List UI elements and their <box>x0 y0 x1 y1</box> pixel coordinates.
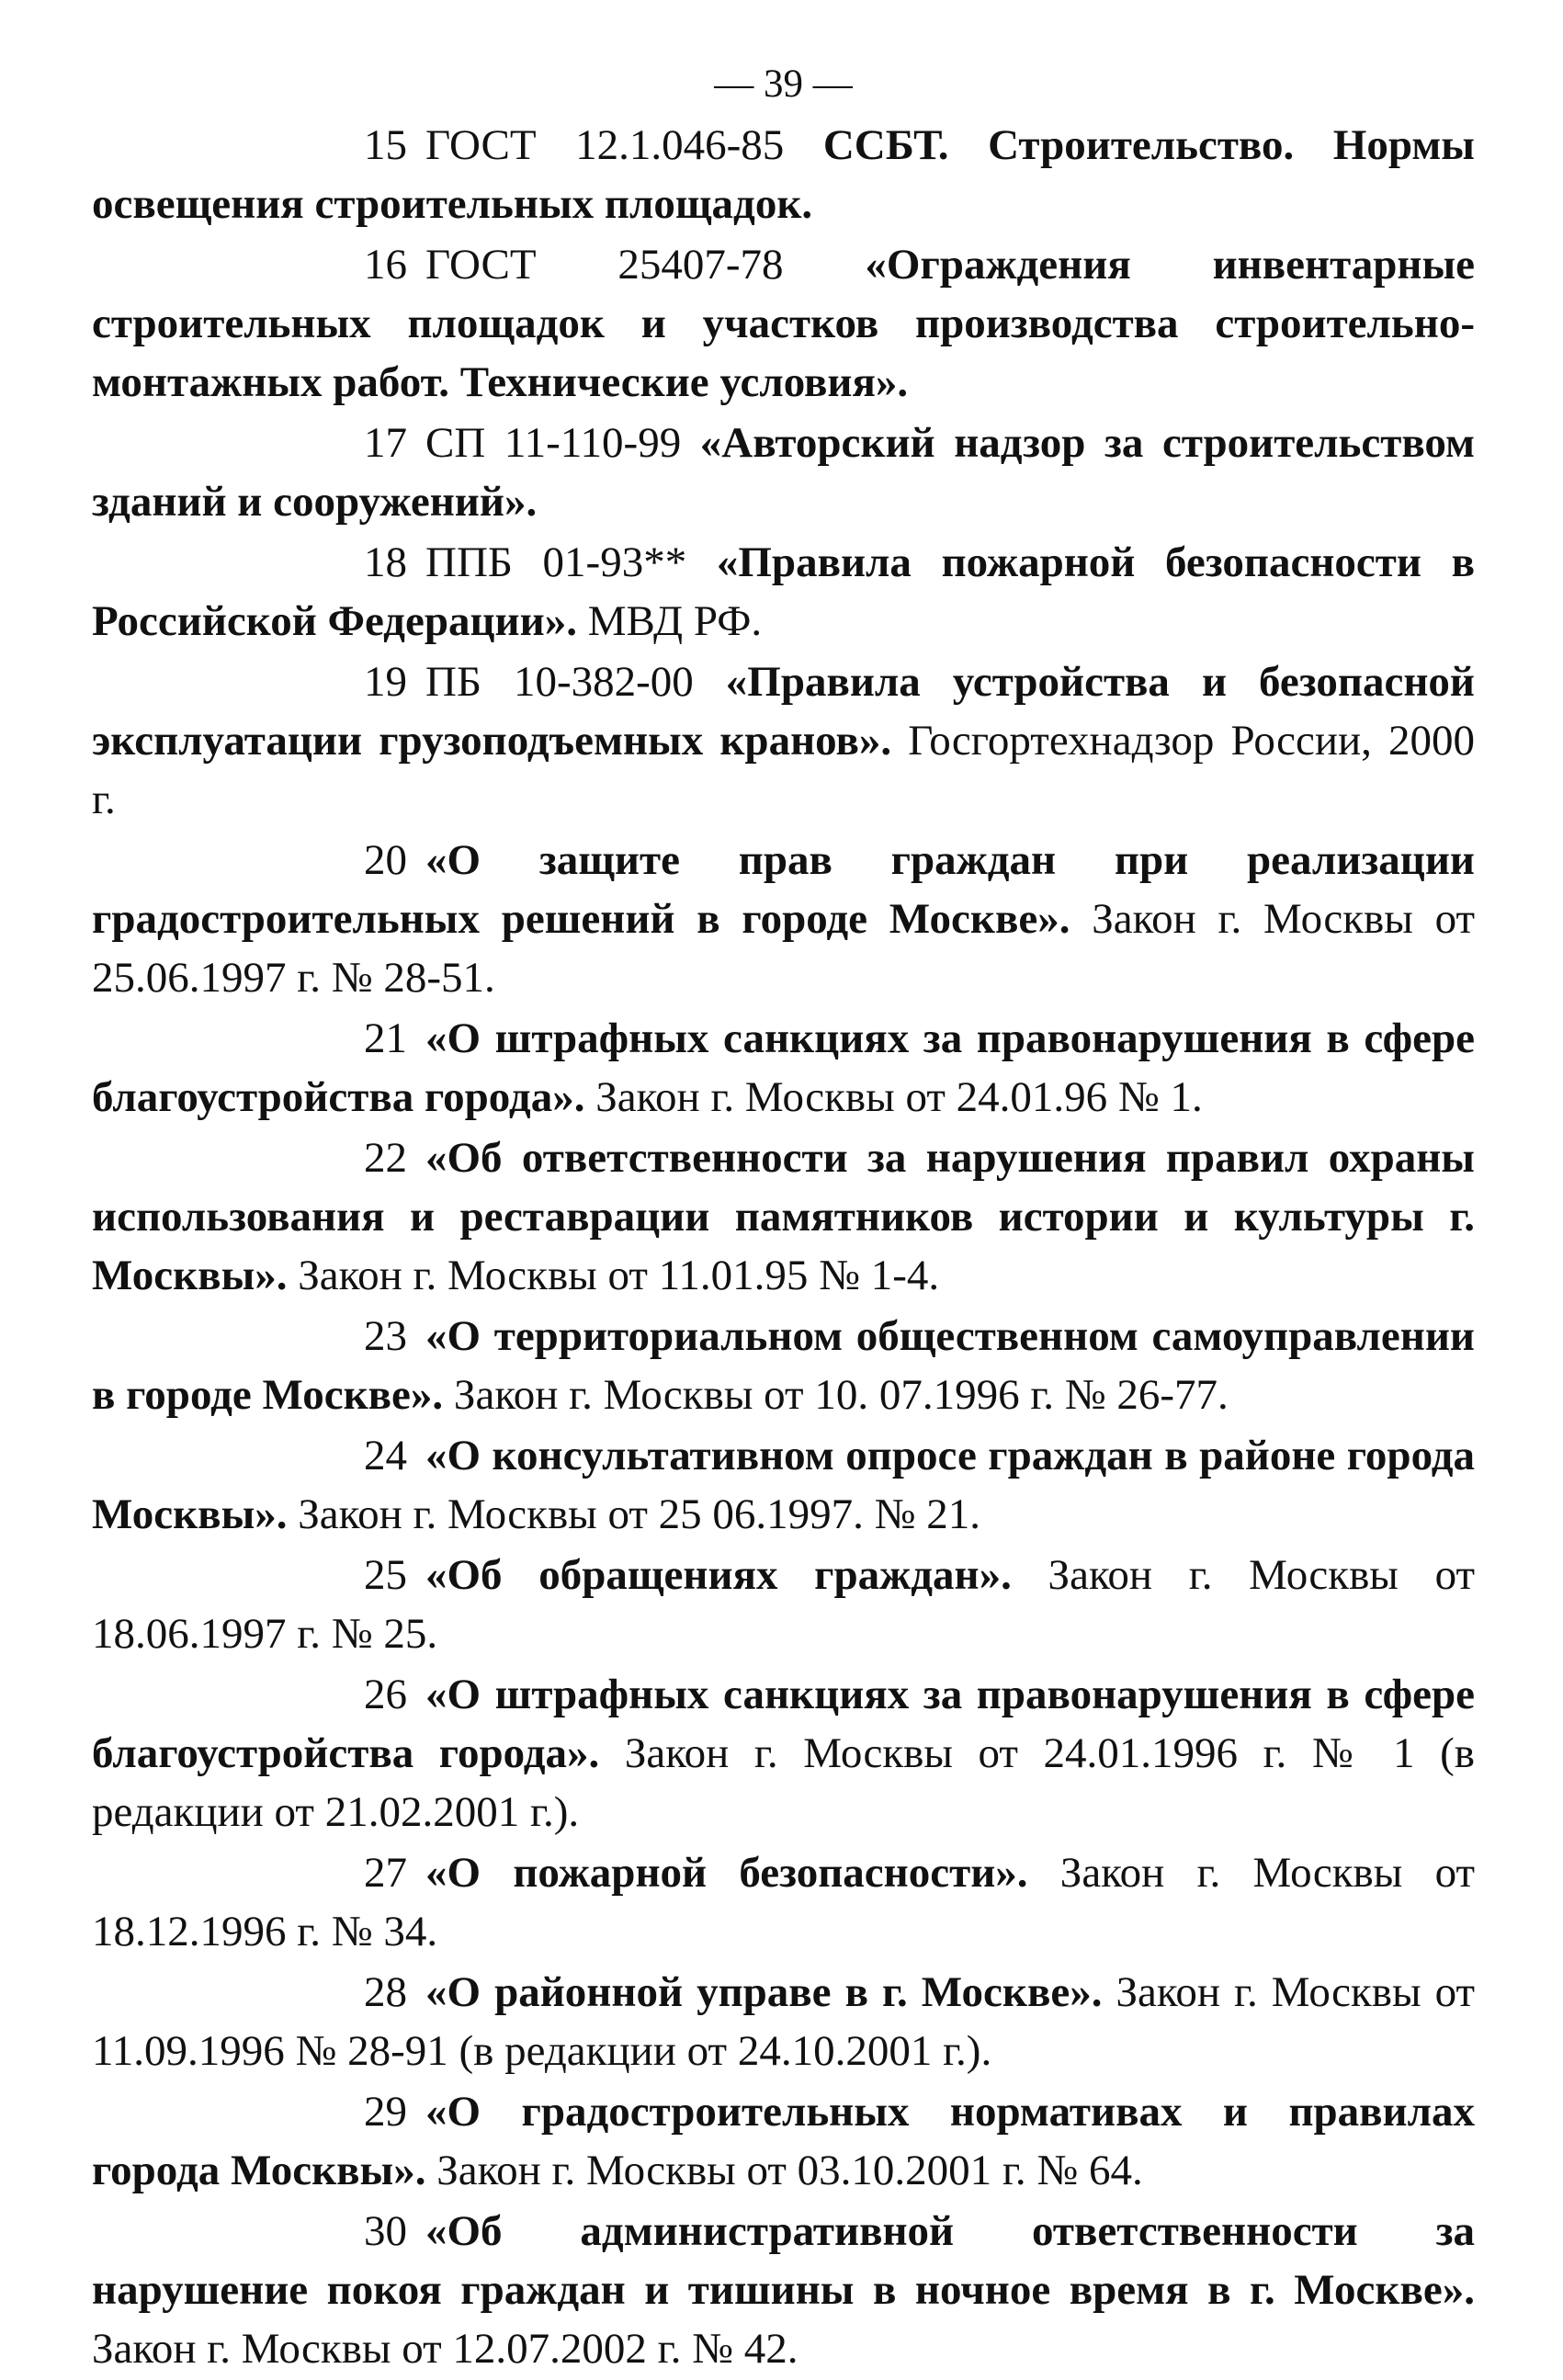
entry-code: ППБ 01-93** <box>425 538 717 586</box>
entry-title: ССБТ. Строительство. Нормы освещения строительных площадок. <box>92 121 1475 228</box>
entry-number: 21 <box>364 1014 407 1062</box>
entry-number: 28 <box>364 1968 407 2016</box>
page-number: — 39 — <box>714 62 853 106</box>
reference-entry-15 <box>92 116 1475 233</box>
reference-entry-20 <box>92 831 1475 1007</box>
reference-entry-22 <box>92 1128 1475 1305</box>
entry-source: Закон г. Москвы от 12.07.2002 г. № 42. <box>92 2325 798 2373</box>
entry-source: Закон г. Москвы от 25 06.1997. № 21. <box>287 1490 981 1538</box>
entry-number: 15 <box>364 121 407 169</box>
reference-entry-24 <box>92 1426 1475 1544</box>
entry-title: «Об ответственности за нарушения правил охраны использования и реставрации памятников истории и культуры г. Москвы». <box>92 1134 1475 1299</box>
reference-entry-29 <box>92 2082 1475 2200</box>
entry-title: «О районной управе в г. Москве». <box>425 1968 1103 2016</box>
entry-source: МВД РФ. <box>576 597 763 645</box>
entry-title: «Об обращениях граждан». <box>425 1551 1012 1599</box>
entry-title: «Правила устройства и безопасной эксплуатации грузоподъемных кранов». <box>92 658 1475 765</box>
entry-number: 30 <box>364 2207 407 2255</box>
entry-source: Закон г. Москвы от 03.10.2001 г. № 64. <box>425 2147 1143 2194</box>
entry-source: Закон г. Москвы от 11.09.1996 № 28-91 (в редакции от 24.10.2001 г.). <box>92 1968 1475 2075</box>
reference-entry-18 <box>92 533 1475 651</box>
entry-title: «О штрафных санкциях за правонарушения в сфере благоустройства города». <box>92 1014 1475 1121</box>
entry-number: 29 <box>364 2088 407 2136</box>
entry-number: 26 <box>364 1671 407 1718</box>
entry-source: Закон г. Москвы от 18.06.1997 г. № 25. <box>92 1551 1475 1658</box>
entry-source: Закон г. Москвы от 24.01.1996 г. № 1 (в редакции от 21.02.2001 г.). <box>92 1729 1475 1836</box>
entry-title: «О территориальном общественном самоуправлении в городе Москве». <box>92 1312 1475 1419</box>
entry-title: «Правила пожарной безопасности в Российской Федерации». <box>92 538 1475 645</box>
entry-number: 23 <box>364 1312 407 1360</box>
entry-code: СП 11-110-99 <box>425 419 700 467</box>
entry-title: «О консультативном опросе граждан в районе города Москвы». <box>92 1432 1475 1538</box>
entry-title: «О градостроительных нормативах и правилах города Москвы». <box>92 2088 1475 2194</box>
entry-number: 20 <box>364 836 407 884</box>
entry-code: ГОСТ 12.1.046-85 <box>425 121 823 169</box>
reference-entry-23 <box>92 1307 1475 1424</box>
entry-source: Закон г. Москвы от 24.01.96 № 1. <box>584 1073 1203 1121</box>
reference-entry-27 <box>92 1843 1475 1961</box>
document-page <box>92 55 1475 2380</box>
entry-number: 22 <box>364 1134 407 1182</box>
entry-source: Закон г. Москвы от 10. 07.1996 г. № 26-77. <box>443 1371 1229 1419</box>
entry-source: Закон г. Москвы от 18.12.1996 г. № 34. <box>92 1849 1475 1955</box>
entry-number: 24 <box>364 1432 407 1479</box>
entry-title: «Об административной ответственности за нарушение покоя граждан и тишины в ночное время в г. Москве». <box>92 2207 1475 2314</box>
reference-entry-21 <box>92 1009 1475 1127</box>
reference-entry-25 <box>92 1546 1475 1663</box>
entry-source: Госгортехнадзор России, 2000 г. <box>92 717 1475 823</box>
reference-entry-16 <box>92 235 1475 412</box>
entry-title: «Авторский надзор за строительством зданий и сооружений». <box>92 419 1476 526</box>
reference-entry-26 <box>92 1665 1475 1842</box>
entry-number: 27 <box>364 1849 407 1897</box>
reference-entry-28 <box>92 1963 1475 2080</box>
entry-number: 25 <box>364 1551 407 1599</box>
entry-title: «О пожарной безопасности». <box>425 1849 1028 1897</box>
entry-number: 19 <box>364 658 407 706</box>
reference-entry-19 <box>92 652 1475 829</box>
entry-source: Закон г. Москвы от 11.01.95 № 1-4. <box>287 1252 940 1299</box>
entry-code: ПБ 10-382-00 <box>425 658 726 706</box>
reference-entry-30 <box>92 2202 1475 2378</box>
entry-number: 18 <box>364 538 407 586</box>
reference-entry-17 <box>92 414 1475 531</box>
entry-code: ГОСТ 25407-78 <box>425 241 866 289</box>
entry-title: «Ограждения инвентарные строительных площадок и участков производства строительно-монтажных работ. Технические условия». <box>92 241 1476 406</box>
entry-title: «О защите прав граждан при реализации градостроительных решений в городе Москве». <box>92 836 1475 943</box>
entry-source: Закон г. Москвы от 25.06.1997 г. № 28-51. <box>92 895 1475 1002</box>
entry-number: 17 <box>364 419 407 467</box>
entry-title: «О штрафных санкциях за правонарушения в сфере благоустройства города». <box>92 1671 1475 1777</box>
entry-number: 16 <box>364 241 407 289</box>
